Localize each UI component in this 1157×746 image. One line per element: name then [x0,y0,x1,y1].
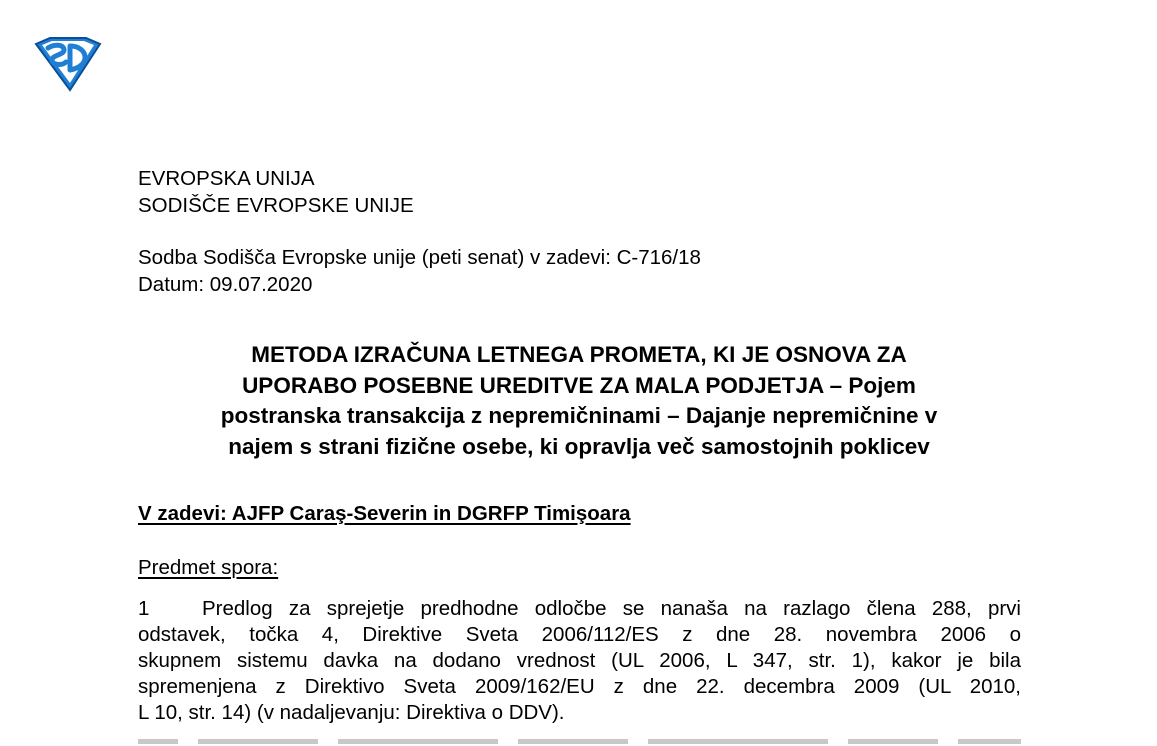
truncated-text-line [138,736,1021,746]
paragraph-line [138,596,1021,622]
title-line: postranska transakcija z nepremičninami – Dajanje nepremičnine v [220,403,938,428]
title-line: UPORABO POSEBNE UREDITVE ZA MALA PODJETJA – Pojem [242,372,916,398]
judgment-date: Datum: 09.07.2020 [138,273,313,296]
org-line-2: SODIŠČE EVROPSKE UNIJE [138,194,414,217]
publisher-logo-icon [30,36,106,92]
paragraph-line: spremenjena z Direktivo Sveta 2009/162/EU z dne 22. decembra 2009 (UL 2010, [138,675,1021,698]
paragraph-number: 1 [138,597,150,620]
title-line: najem s strani fizične osebe, ki opravlja več samostojnih poklicev [228,433,930,459]
case-reference: Sodba Sodišča Evropske unije (peti senat) v zadevi: C-716/18 [138,246,701,269]
paragraph-line: skupnem sistemu davka na dodano vrednost (UL 2006, L 347, str. 1), kakor je bila [138,649,1021,672]
document-title [140,340,1018,462]
org-line-1: EVROPSKA UNIJA [138,167,315,190]
paragraph-line: L 10, str. 14) (v nadaljevanju: Direktiva o DDV). [138,701,565,724]
paragraph-line: odstavek, točka 4, Direktive Sveta 2006/112/ES z dne 28. novembra 2006 o [138,623,1021,646]
subject-heading: Predmet spora: [138,556,279,579]
paragraph-line-text: Predlog za sprejetje predhodne odločbe se nanaša na razlago člena 288, prvi [202,597,1021,620]
paragraph-1 [138,596,1021,726]
case-parties-heading: V zadevi: AJFP Caraş-Severin in DGRFP Timişoara [138,502,631,525]
title-line: METODA IZRAČUNA LETNEGA PROMETA, KI JE OSNOVA ZA [251,342,907,367]
